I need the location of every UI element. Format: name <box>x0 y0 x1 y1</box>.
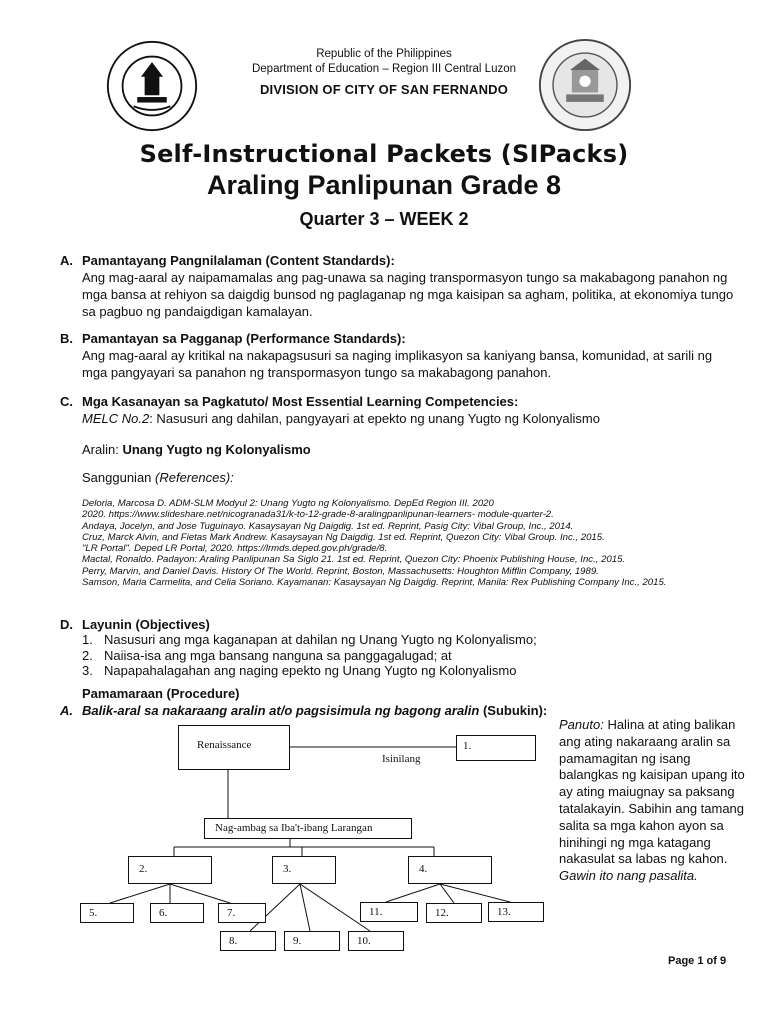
panuto-instructions <box>559 717 745 885</box>
step-title: Balik-aral sa nakaraang aralin at/o pagsisimula ng bagong aralin <box>82 703 480 718</box>
reference-item: Mactal, Ronaldo. Padayon: Araling Panlipunan Sa Siglo 21. 1st ed. Reprint, Quezon City: Phoenix Publishing House, Inc., 2015. <box>82 554 626 566</box>
aralin-title: Unang Yugto ng Kolonyalismo <box>122 442 311 457</box>
diagram-box-13: 13. <box>488 902 544 922</box>
objective-item <box>82 648 537 664</box>
reference-item: Perry, Marvin, and Daniel Davis. History Of The World. Reprint, Boston, Massachusetts: Houghton Mifflin Company, 1989. <box>82 565 599 577</box>
diagram-box-8: 8. <box>220 931 276 951</box>
header-department: Department of Education – Region III Central Luzon <box>251 63 517 75</box>
concept-map-diagram <box>70 715 550 955</box>
section-content-standards <box>60 252 740 320</box>
diagram-box-10: 10. <box>348 931 404 951</box>
melc-line <box>82 410 740 427</box>
reference-item: Deloria, Marcosa D. ADM-SLM Modyul 2: Unang Yugto ng Kolonyalismo. DepEd Region III. 2020 <box>82 498 494 509</box>
objective-number: 2. <box>82 647 93 663</box>
step-letter: A. <box>60 703 73 718</box>
sanggunian-italic: (References): <box>155 470 234 485</box>
section-heading: Pamantayan sa Pagganap (Performance Standards): <box>82 331 406 346</box>
diagram-box-12: 12. <box>426 903 482 923</box>
diagram-box-9: 9. <box>284 931 340 951</box>
section-heading: Layunin (Objectives) <box>82 617 210 632</box>
aralin-label: Aralin: <box>82 442 123 457</box>
header-division: DIVISION OF CITY OF SAN FERNANDO <box>259 82 509 97</box>
page-of-label: of <box>703 955 720 967</box>
reference-item: Cruz, Marck Alvin, and Fietas Mark Andrew. Kasaysayan Ng Daigdig. 1st ed. Reprint, Quezon City: Vibal Group. Inc., 2015. <box>82 531 605 543</box>
objective-text: Nasusuri ang mga kaganapan at dahilan ng Unang Yugto ng Kolonyalismo; <box>104 632 537 647</box>
panuto-italic: Gawin ito nang pasalita. <box>559 868 698 884</box>
diagram-box-11: 11. <box>360 902 418 922</box>
reference-item: Samson, Maria Carmelita, and Celia Soriano. Kayamanan: Kasaysayan Ng Daigdig. Reprint, Manila: Rex Publishing Company Inc., 2015. <box>82 577 667 589</box>
page-number <box>668 955 726 967</box>
diagram-box-3: 3. <box>272 856 336 884</box>
objective-text: Napapahalagahan ang naging epekto ng Unang Yugto ng Kolonyalismo <box>104 663 517 679</box>
section-letter: A. <box>60 253 73 268</box>
page-current: 1 <box>697 955 704 967</box>
melc-text: : Nasusuri ang dahilan, pangyayari at epekto ng unang Yugto ng Kolonyalismo <box>149 411 600 426</box>
reference-item: "LR Portal". Deped LR Portal, 2020. https://lrmds.deped.gov.ph/grade/8. <box>82 543 388 555</box>
diagram-box-renaissance: Renaissance <box>178 725 290 770</box>
diagram-box-2: 2. <box>128 856 212 884</box>
page-label: Page <box>668 955 698 967</box>
section-competencies <box>60 393 740 427</box>
header-republic: Republic of the Philippines <box>316 48 452 60</box>
panuto-text: Halina at ating balikan ang ating nakaraang aralin sa pamamagitan ng isang balangkas ng kaisipan upang ito ay ating maiugnay sa paksang tatalakayin. Sabihin ang tamang salita sa mga kahon ayon sa hinihingi ng mga katagang nakasulat sa labas ng kahon. <box>559 717 745 867</box>
procedure-heading: Pamamaraan (Procedure) <box>82 686 240 701</box>
sanggunian-label: Sanggunian <box>82 470 156 485</box>
section-objectives <box>60 616 740 633</box>
objectives-list <box>82 632 537 679</box>
diagram-box-4: 4. <box>408 856 492 884</box>
objective-item <box>82 663 537 679</box>
section-heading: Pamantayang Pangnilalaman (Content Standards): <box>82 253 395 268</box>
doc-subject: Araling Panlipunan Grade 8 <box>206 170 562 200</box>
objective-number: 3. <box>82 663 93 679</box>
doc-title: Self-Instructional Packets (SIPacks) <box>139 140 629 168</box>
panuto-label: Panuto: <box>559 717 604 732</box>
section-performance-standards <box>60 330 740 381</box>
section-letter: B. <box>60 331 73 346</box>
diagram-box-7: 7. <box>218 903 266 923</box>
reference-item: 2020. https://www.slideshare.net/nicogranada31/k-to-12-grade-8-aralingpanlipunan-learners- module-quarter-2. <box>82 509 554 521</box>
sanggunian-line <box>82 470 234 485</box>
page-total: 9 <box>719 955 727 967</box>
doc-quarter: Quarter 3 – WEEK 2 <box>299 209 469 229</box>
section-body: Ang mag-aaral ay naipamamalas ang pag-unawa sa naging transpormasyon tungo sa makabagong panahon ng mga bansa at rehiyon sa daigdig bunsod ng paglaganap ng mga kaisipan sa agham, politika, at ekonomiya tungo sa pagbuo ng pandaigdigan kamalayan. <box>82 270 734 319</box>
section-body: Ang mag-aaral ay kritikal na nakapagsusuri sa naging implikasyon sa kaniyang bansa, komunidad, at sarili ng mga pangyayari sa panahon ng transpormasyon tungo sa makabagong panahon. <box>82 348 713 380</box>
diagram-label-isinilang: Isinilang <box>382 753 421 765</box>
diagram-box-nagambag: Nag-ambag sa Iba't-ibang Larangan <box>204 818 412 839</box>
section-heading: Mga Kasanayan sa Pagkatuto/ Most Essential Learning Competencies: <box>82 394 519 409</box>
objective-item <box>82 632 537 648</box>
diagram-box-6: 6. <box>150 903 204 923</box>
references-list <box>82 498 742 588</box>
reference-item: Andaya, Jocelyn, and Jose Tuguinayo. Kasaysayan Ng Daigdig. 1st ed. Reprint, Pasig City: Vibal Group, Inc., 2014. <box>82 520 574 532</box>
objective-number: 1. <box>82 632 93 647</box>
section-letter: C. <box>60 394 73 409</box>
aralin-line <box>82 442 311 457</box>
objective-text: Naiisa-isa ang mga bansang nanguna sa panggagalugad; at <box>104 647 452 663</box>
section-letter: D. <box>60 617 73 632</box>
diagram-box-5: 5. <box>80 903 134 923</box>
diagram-box-1: 1. <box>456 735 536 761</box>
melc-label: MELC No.2 <box>82 411 150 426</box>
step-paren: (Subukin): <box>479 703 548 718</box>
